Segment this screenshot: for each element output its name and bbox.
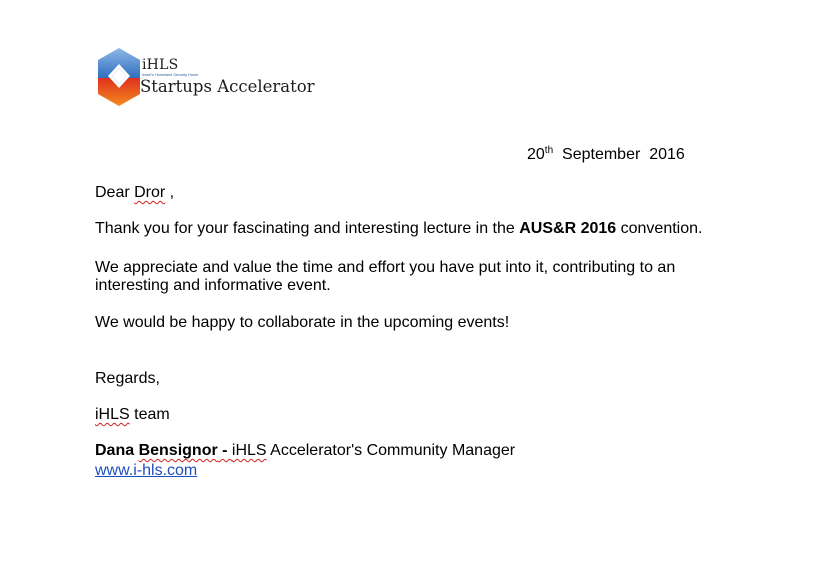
signatory-first-name: Dana — [95, 442, 135, 459]
ihls-hexagon-icon — [96, 46, 142, 108]
paragraph-collaborate: We would be happy to collaborate in the upcoming events! — [95, 314, 510, 331]
paragraph-thanks — [95, 219, 702, 238]
signatory-last-name: Bensignor — [138, 442, 218, 459]
signatory-title: Accelerator's Community Manager — [266, 442, 516, 459]
greeting-name: Dror — [134, 184, 166, 201]
paragraph-appreciation-line-2: interesting and informative event. — [95, 277, 331, 294]
paragraph-appreciation-line-1: We appreciate and value the time and effort you have put into it, contributing to an — [95, 259, 676, 276]
letter-date — [527, 145, 685, 164]
closing: Regards, — [95, 370, 160, 387]
signatory-org: iHLS — [231, 442, 267, 459]
logo-brand-text: iHLS — [142, 57, 179, 73]
logo-tagline: Israel's Homeland Security Home — [142, 73, 199, 77]
ihls-logo — [96, 46, 315, 110]
team-suffix: team — [129, 406, 170, 423]
date-suffix: th — [544, 145, 554, 156]
event-name: AUS&R 2016 — [519, 220, 617, 237]
signature-dash: - — [217, 442, 232, 459]
greeting-prefix: Dear — [95, 184, 135, 201]
team-line — [95, 405, 170, 424]
signature — [95, 441, 515, 460]
date-rest: September 2016 — [553, 146, 685, 163]
website-link[interactable]: www.i-hls.com — [95, 462, 198, 479]
logo-name: Startups Accelerator — [140, 77, 315, 96]
team-name: iHLS — [95, 406, 130, 423]
greeting-suffix: , — [165, 184, 175, 201]
thanks-before: Thank you for your fascinating and interesting lecture in the — [95, 220, 520, 237]
date-day: 20 — [527, 146, 545, 163]
greeting — [95, 183, 174, 202]
thanks-after: convention. — [616, 220, 703, 237]
